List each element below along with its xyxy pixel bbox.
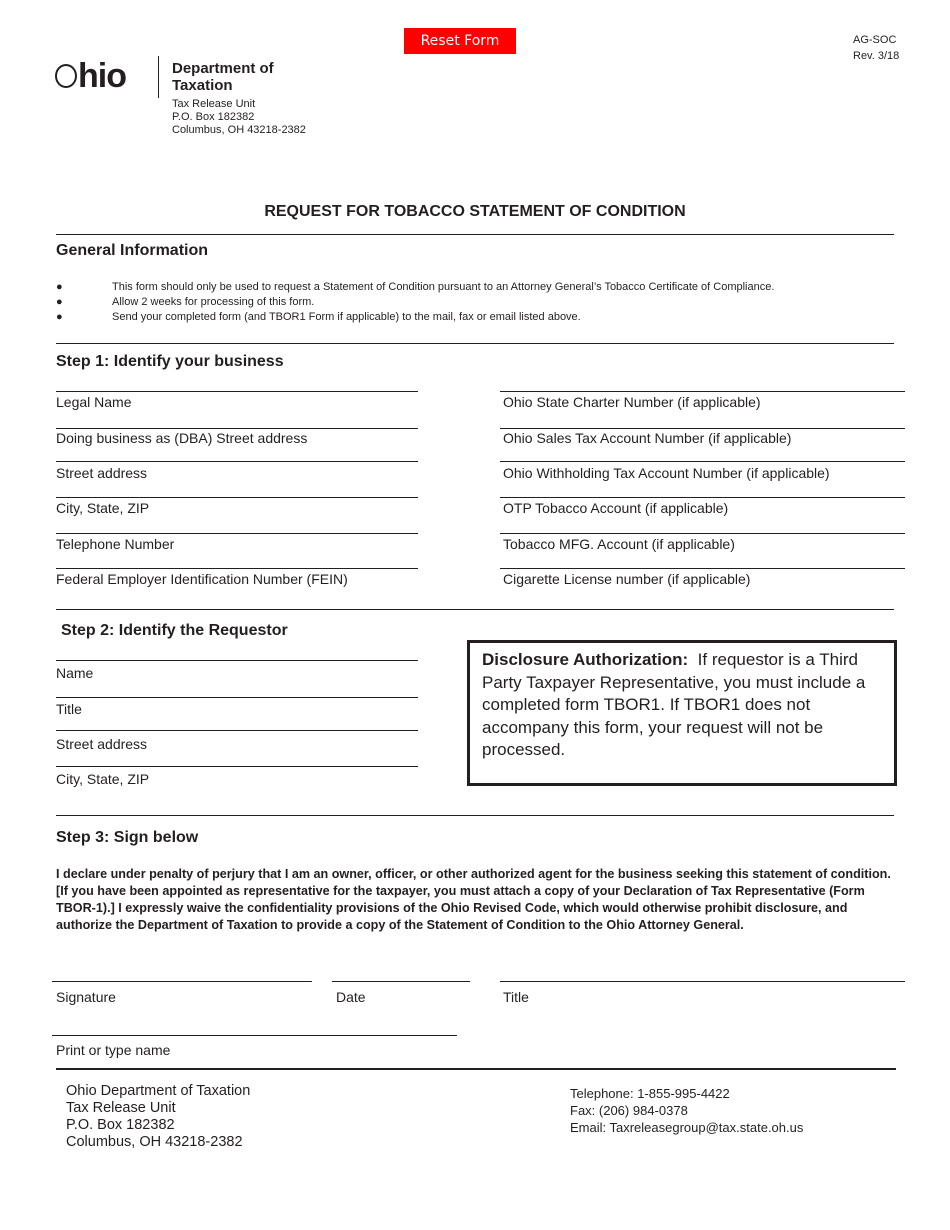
header-address-line: Tax Release Unit: [172, 98, 256, 110]
cigarette-license-label: Cigarette License number (if applicable): [503, 571, 751, 587]
footer-address: [66, 1083, 250, 1151]
department-line-1: Department of: [172, 60, 274, 77]
charter-number-label: Ohio State Charter Number (if applicable): [503, 394, 761, 410]
department-name: [172, 60, 274, 94]
step2-heading: Step 2: Identify the Requestor: [61, 622, 288, 639]
footer-address-line: Tax Release Unit: [66, 1100, 176, 1116]
general-info-heading: General Information: [56, 242, 209, 259]
department-line-2: Taxation: [172, 77, 233, 94]
field-line: [56, 461, 418, 462]
field-line: [500, 461, 905, 462]
section-rule: [56, 609, 894, 610]
ohio-logo-o-icon: [55, 64, 77, 88]
print-name-label: Print or type name: [56, 1042, 171, 1058]
page-title: REQUEST FOR TOBACCO STATEMENT OF CONDITION: [264, 203, 686, 220]
title-rule: [56, 234, 894, 235]
legal-name-label: Legal Name: [56, 394, 132, 410]
ohio-logo-text: hio: [78, 57, 126, 95]
footer-address-line: Columbus, OH 43218-2382: [66, 1134, 243, 1150]
footer-fax: Fax: (206) 984-0378: [570, 1103, 688, 1118]
sales-tax-account-label: Ohio Sales Tax Account Number (if applicable): [503, 430, 792, 446]
field-line: [500, 533, 905, 534]
title-label: Title: [503, 989, 529, 1005]
withholding-account-label: Ohio Withholding Tax Account Number (if applicable): [503, 465, 830, 481]
declaration-text: I declare under penalty of perjury that I am an owner, officer, or other authorized agent for the business seeking this statement of condition. [If you have been appointed as representative for the taxpayer, you must attach a copy of your Declaration of Tax Representative (Form TBOR-1).] I expressly waive the confidentiality provisions of the Ohio Revised Code, which would otherwise prohibit disclosure, and authorize the Department of Taxation to provide a copy of the Statement of Condition to the Ohio Attorney General.: [56, 867, 891, 932]
field-line: [500, 497, 905, 498]
field-line: [500, 391, 905, 392]
bullet-icon: ●: [56, 311, 63, 323]
signature-label: Signature: [56, 989, 116, 1005]
header-address-line: Columbus, OH 43218-2382: [172, 124, 306, 136]
otp-account-label: OTP Tobacco Account (if applicable): [503, 500, 729, 516]
form-code-block: [853, 32, 899, 64]
city-state-zip-label: City, State, ZIP: [56, 500, 150, 516]
reset-form-button[interactable]: Reset Form: [404, 28, 516, 54]
ohio-logo: [55, 56, 126, 96]
field-line: [56, 391, 418, 392]
print-name-line: [52, 1035, 457, 1036]
telephone-label: Telephone Number: [56, 536, 175, 552]
requestor-name-label: Name: [56, 665, 94, 681]
field-line: [56, 766, 418, 767]
dba-address-label: Doing business as (DBA) Street address: [56, 430, 308, 446]
footer-email: Email: Taxreleasegroup@tax.state.oh.us: [570, 1120, 804, 1135]
requestor-city-label: City, State, ZIP: [56, 771, 150, 787]
footer-address-line: Ohio Department of Taxation: [66, 1083, 251, 1099]
footer-telephone: Telephone: 1-855-995-4422: [570, 1086, 730, 1101]
field-line: [500, 568, 905, 569]
date-line: [332, 981, 470, 982]
requestor-street-label: Street address: [56, 736, 148, 752]
section-rule: [56, 815, 894, 816]
bullet-icon: ●: [56, 296, 63, 308]
field-line: [56, 568, 418, 569]
header-address-line: P.O. Box 182382: [172, 111, 255, 123]
step1-heading: Step 1: Identify your business: [56, 353, 284, 370]
step3-heading: Step 3: Sign below: [56, 829, 199, 846]
mfg-account-label: Tobacco MFG. Account (if applicable): [503, 536, 735, 552]
footer-contacts: [570, 1085, 803, 1136]
title-line: [500, 981, 905, 982]
field-line: [56, 428, 418, 429]
disclosure-box: [467, 640, 897, 786]
field-line: [56, 730, 418, 731]
fein-label: Federal Employer Identification Number (FEIN): [56, 571, 348, 587]
form-revision: Rev. 3/18: [853, 50, 900, 62]
header-address: [172, 98, 306, 137]
disclosure-text: If requestor is a Third Party Taxpayer Representative, you must include a completed form TBOR1. If TBOR1 does not accompany this form, your request will not be processed.: [482, 650, 866, 759]
requestor-title-label: Title: [56, 701, 82, 717]
date-label: Date: [336, 989, 366, 1005]
field-line: [56, 660, 418, 661]
section-rule: [56, 343, 894, 344]
field-line: [56, 497, 418, 498]
street-address-label: Street address: [56, 465, 148, 481]
footer-rule: [56, 1068, 896, 1070]
footer-address-line: P.O. Box 182382: [66, 1117, 175, 1133]
form-code: AG-SOC: [853, 34, 897, 46]
field-line: [500, 428, 905, 429]
disclosure-label: Disclosure Authorization:: [482, 650, 689, 669]
field-line: [56, 697, 418, 698]
bullet-icon: ●: [56, 281, 63, 293]
field-line: [56, 533, 418, 534]
signature-line: [52, 981, 312, 982]
logo-divider: [158, 56, 159, 98]
